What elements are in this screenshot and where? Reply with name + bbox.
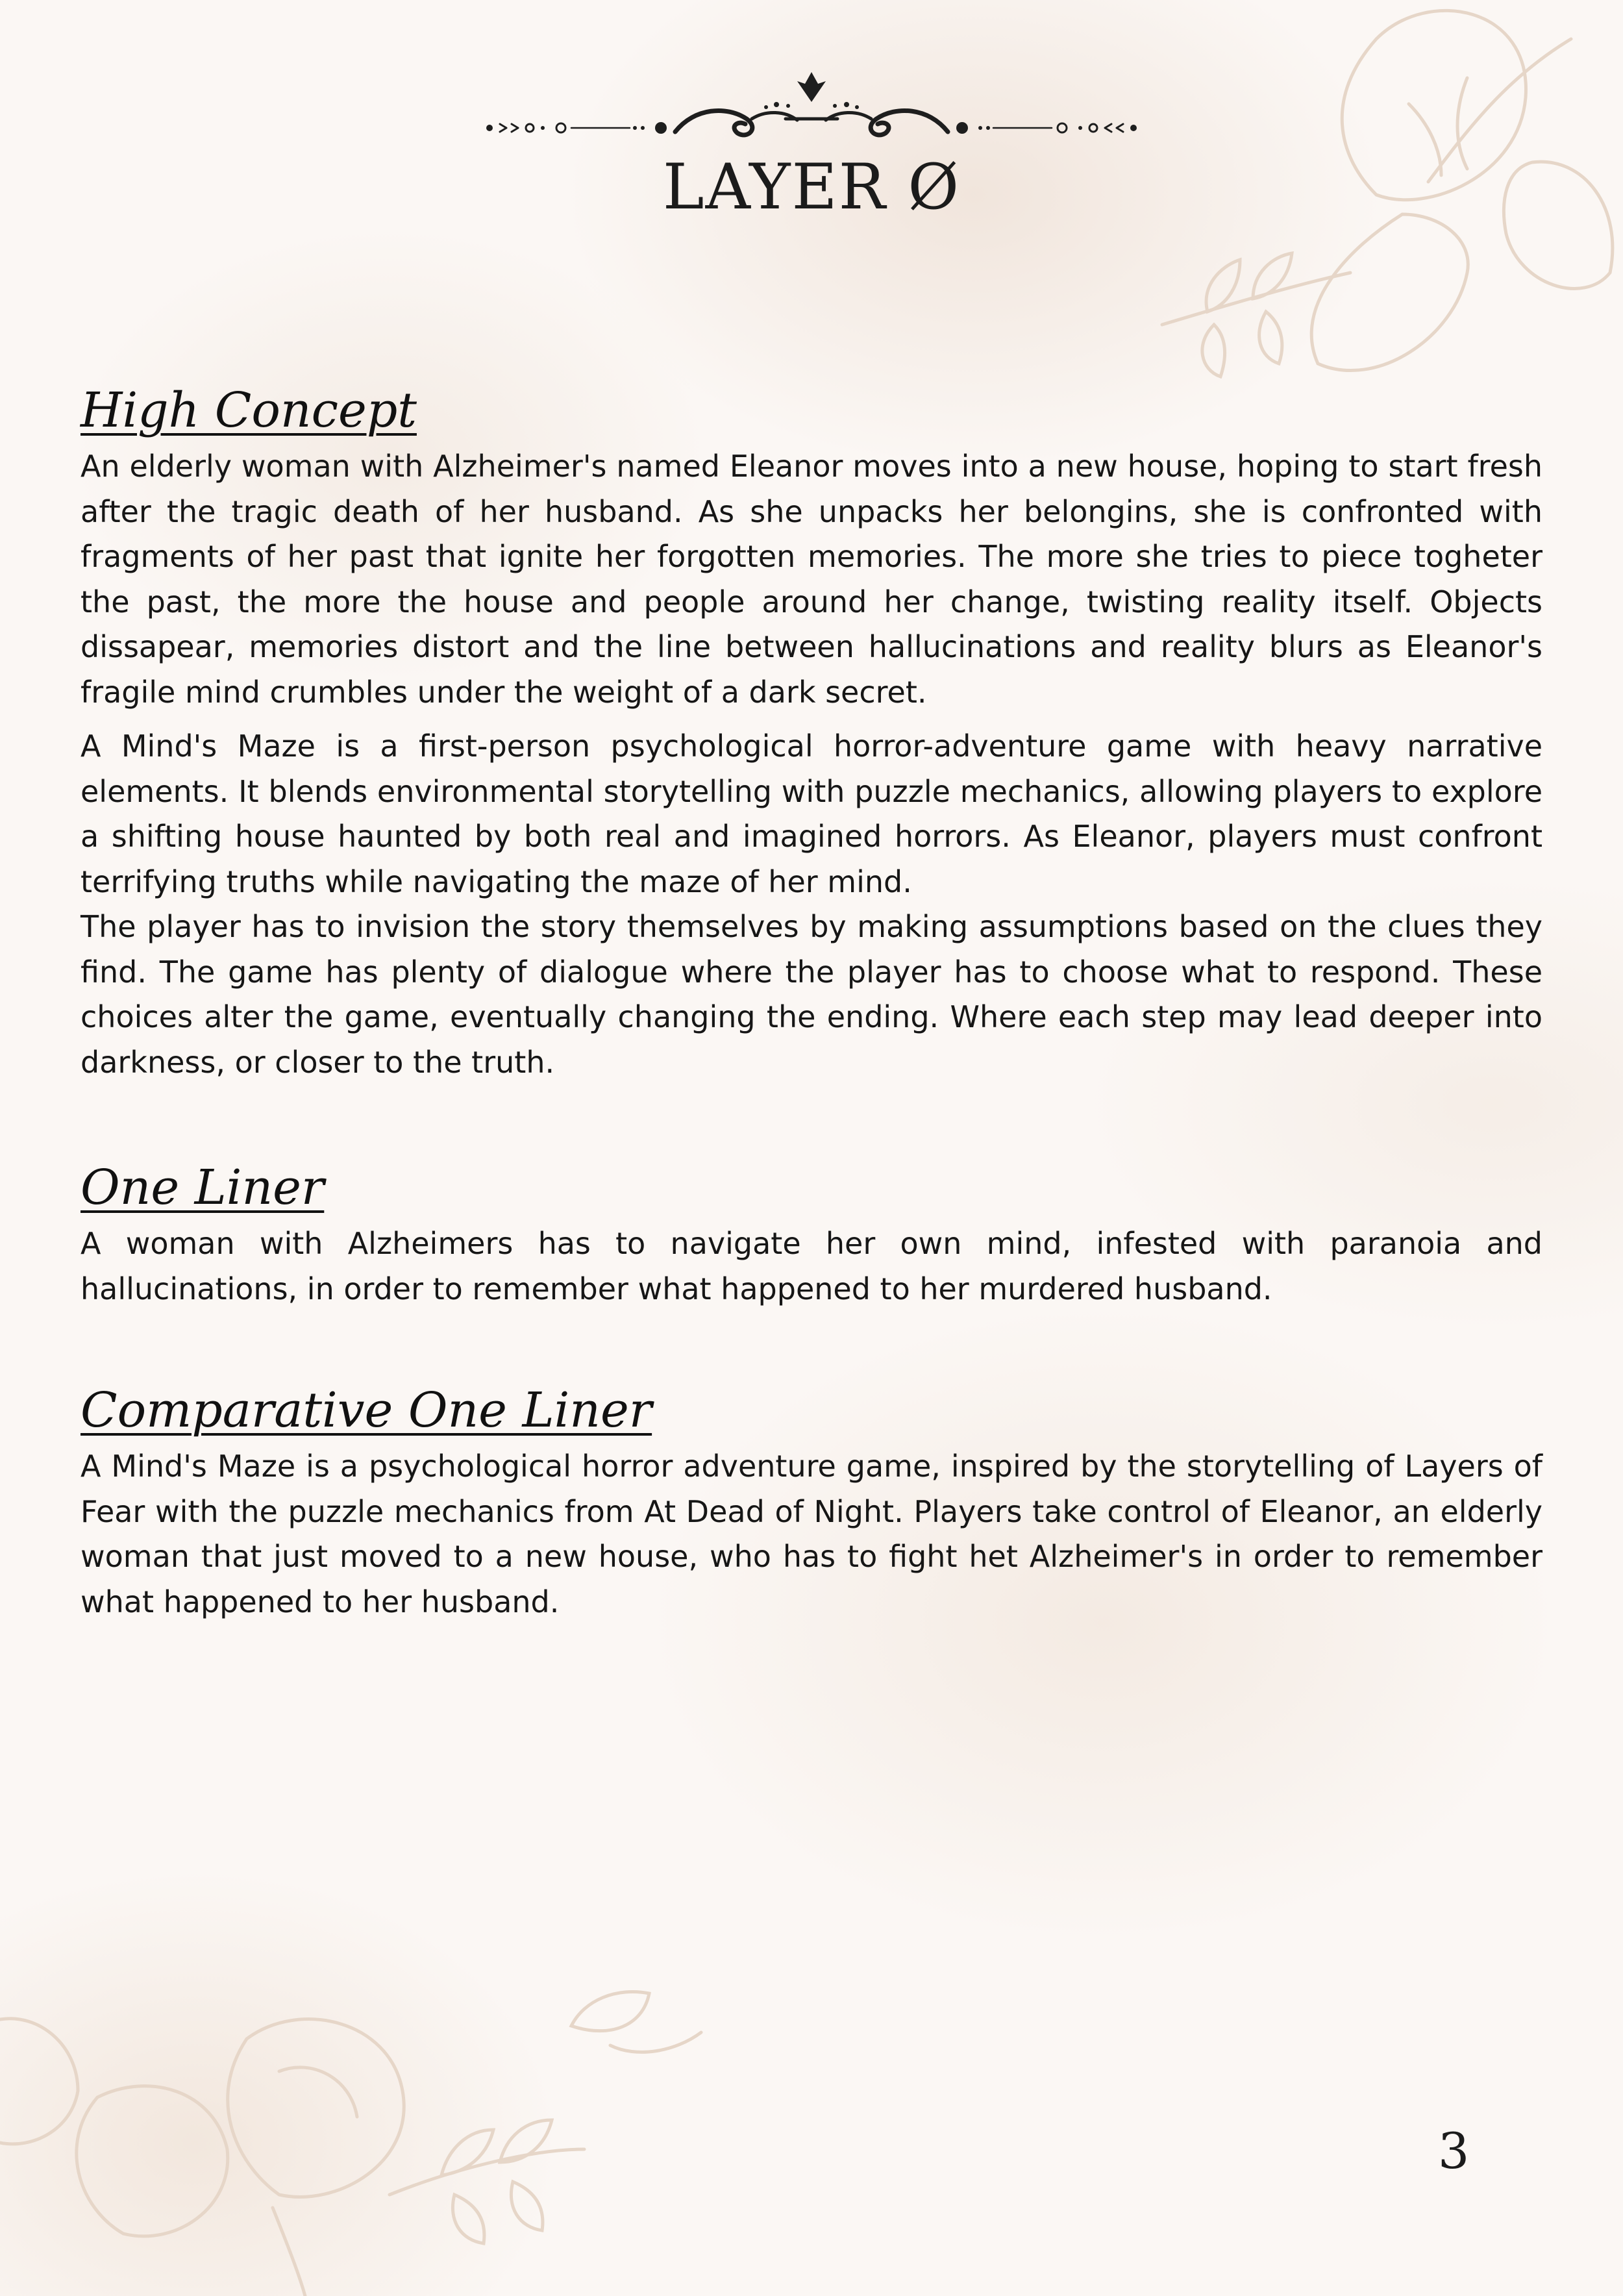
crown-scroll-divider-icon [480,68,1143,140]
paragraph: A Mind's Maze is a psychological horror adventure game, inspired by the storytelling of Layers of Fear with the puzzle mechanics from At Dead of Night. Players take control of Eleanor, an elderly woman that just moved to a new house, who has to fight het Alzheimer's in order to remember what happened to her husband. [81,1449,1542,1619]
page-title: LAYER Ø [662,151,961,223]
paragraph: The player has to invision the story themselves by making assumptions based on the clues they find. The game has plenty of dialogue where the player has to choose what to respond. These choices alter the game, eventually changing the ending. Where each step may lead deeper into darkness, or closer to the truth. [81,909,1542,1080]
section-high-concept [81,383,1542,1085]
paragraph: A Mind's Maze is a first-person psychological horror-adventure game with heavy narrative elements. It blends environmental storytelling with puzzle mechanics, allowing players to explore a shifting house haunted by both real and imagined horrors. As Eleanor, players must confront terrifying truths while navigating the maze of her mind. [81,729,1542,899]
document-body [81,383,1542,1696]
paragraph: An elderly woman with Alzheimer's named Eleanor moves into a new house, hoping to start fresh after the tragic death of her husband. As she unpacks her belongins, she is confronted with fragments of her past that ignite her forgotten memories. The more she tries to piece togheter the past, the more the house and people around her change, twisting reality itself. Objects dissapear, memories distort and the line between hallucinations and reality blurs as Eleanor's fragile mind crumbles under the weight of a dark secret. [81,449,1542,710]
section-heading: High Concept [81,382,417,438]
paragraph: A woman with Alzheimers has to navigate her own mind, infested with paranoia and hallucinations, in order to remember what happened to her murdered husband. [81,1226,1542,1306]
page-number: 3 [1438,2122,1470,2180]
section-heading: One Liner [81,1160,325,1216]
section-comparative-one-liner [81,1383,1542,1625]
section-heading: Comparative One Liner [81,1382,652,1438]
section-one-liner [81,1160,1542,1312]
